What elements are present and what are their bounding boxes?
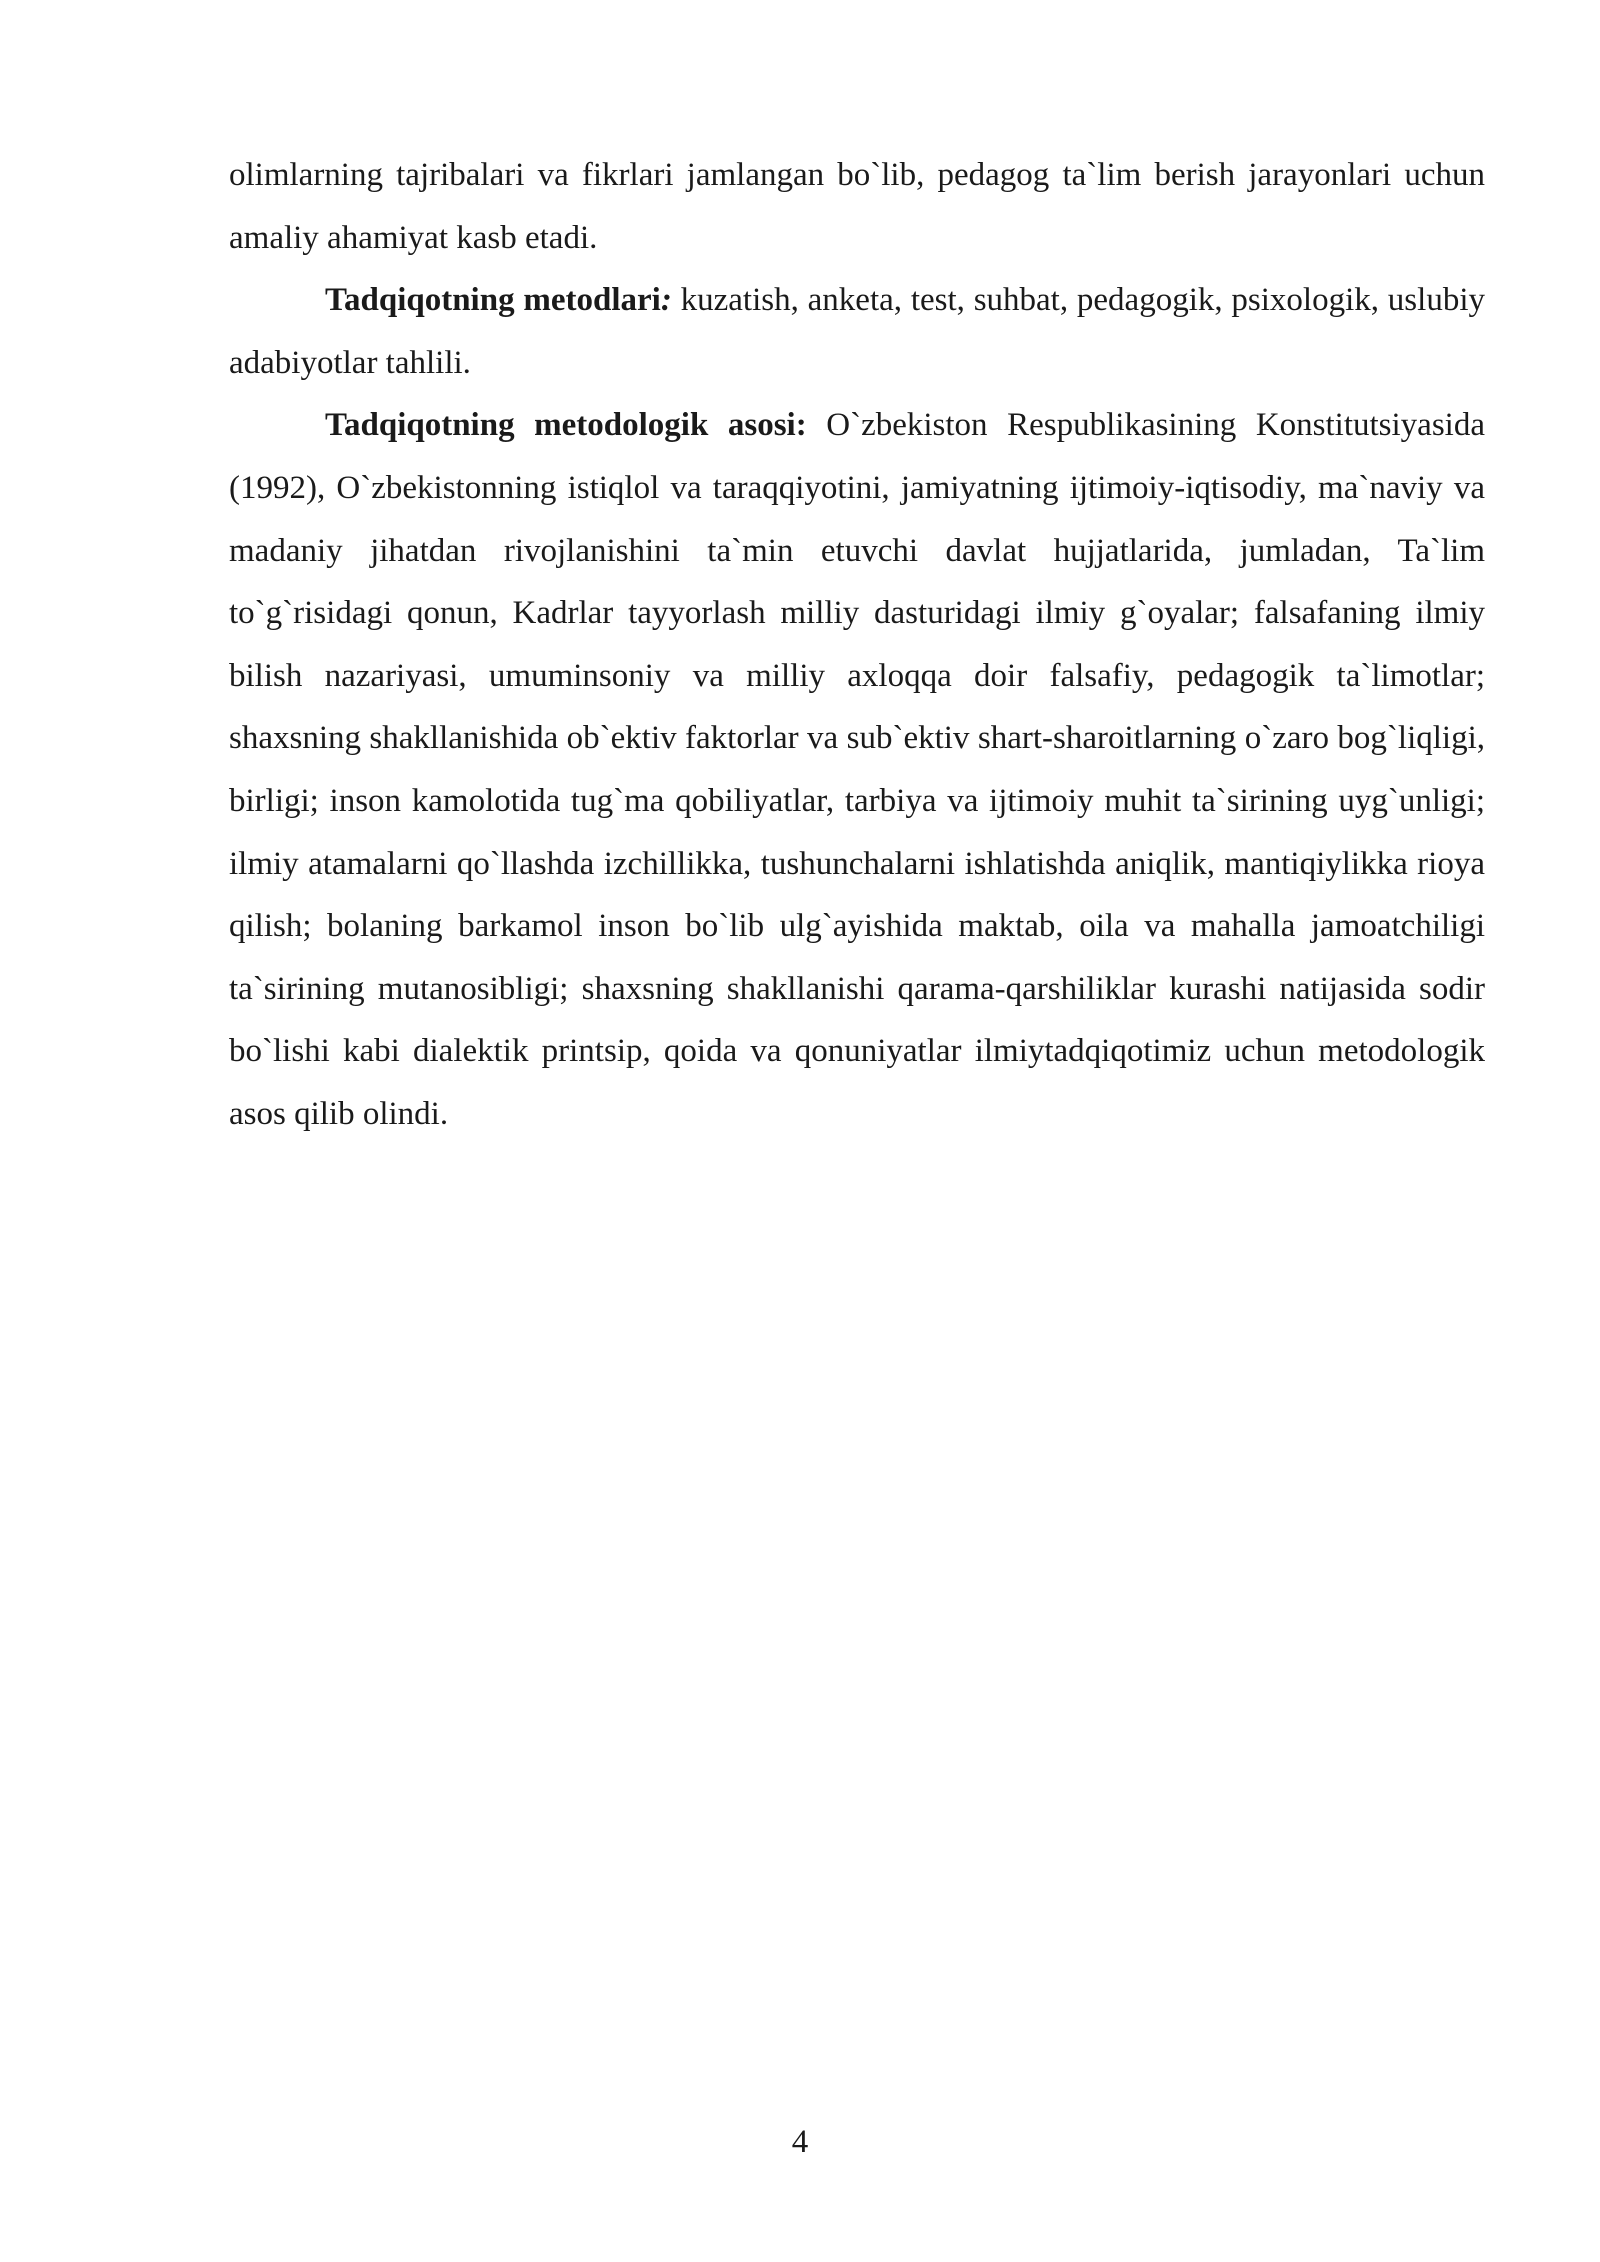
research-methods-heading: Tadqiqotning metodlari (325, 282, 661, 319)
paragraph-intro-continuation (229, 144, 1485, 269)
paragraph-1-text: olimlarning tajribalari va fikrlari jamlangan bo`lib, pedagog ta`lim berish jarayonlari uchun amaliy ahamiyat kasb etadi. (229, 157, 1485, 256)
page-number: 4 (791, 2124, 809, 2160)
research-methods-text: kuzatish, anketa, test, suhbat, pedagogik, psixologik, uslubiy adabiyotlar tahlili. (229, 282, 1485, 381)
paragraph-methodological-basis (229, 394, 1485, 1145)
methodological-basis-text: O`zbekiston Respublikasining Konstitutsiyasida (1992), O`zbekistonning istiqlol va taraqqiyotini, jamiyatning ijtimoiy-iqtisodiy, ma`naviy va madaniy jihatdan rivojlanishini ta`min etuvchi davlat hujjatlarida, jumladan, Ta`lim to`g`risidagi qonun, Kadrlar tayyorlash milliy dasturidagi ilmiy g`oyalar; falsafaning ilmiy bilish nazariyasi, umuminsoniy va milliy axloqqa doir falsafiy, pedagogik ta`limotlar; shaxsning shakllanishida ob`ektiv faktorlar va sub`ektiv shart-sharoitlarning o`zaro bog`liqligi, birligi; inson kamolotida tug`ma qobiliyatlar, tarbiya va ijtimoiy muhit ta`sirining uyg`unligi; ilmiy atamalarni qo`llashda izchillikka, tushunchalarni ishlatishda aniqlik, mantiqiylikka rioya qilish; bolaning barkamol inson bo`lib ulg`ayishida maktab, oila va mahalla jamoatchiligi ta`sirining mutanosibligi; shaxsning shakllanishi qarama-qarshiliklar kurashi natijasida sodir bo`lishi kabi dialektik printsip, qoida va qonuniyatlar ilmiytadqiqotimiz uchun metodologik asos qilib olindi. (229, 407, 1485, 1132)
methodological-basis-heading: Tadqiqotning metodologik asosi: (325, 407, 807, 444)
paragraph-research-methods (229, 269, 1485, 394)
research-methods-colon: : (660, 282, 672, 319)
body-text (229, 144, 1485, 1146)
